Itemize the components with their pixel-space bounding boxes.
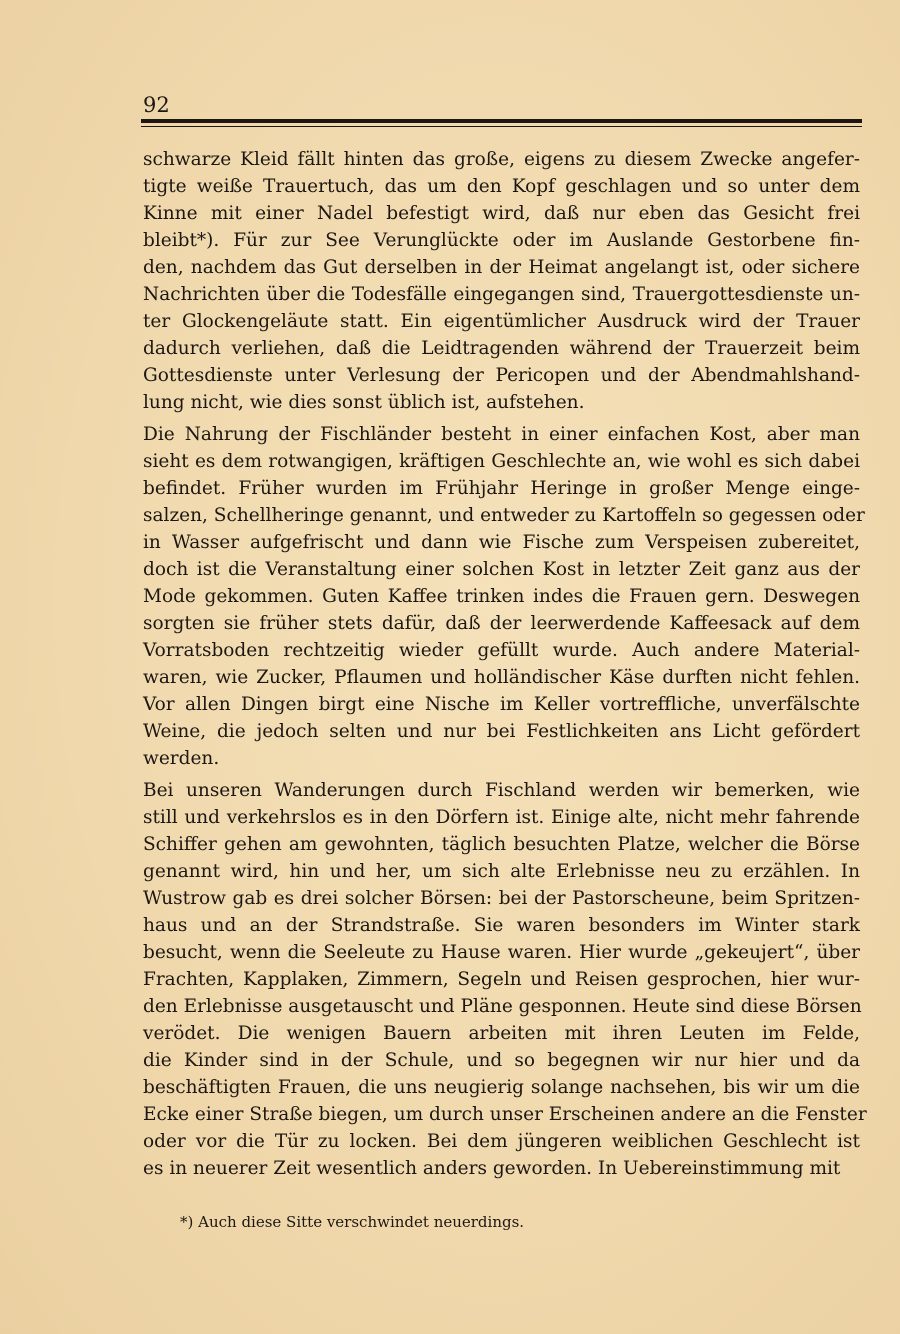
text-line: den Erlebnisse ausgetauscht und Pläne gesponnen. Heute sind diese Börsen [143,996,862,1017]
text-line: Schiffer gehen am gewohnten, täglich besuchten Platze, welcher die Börse [143,834,860,855]
text-line: befindet. Früher wurden im Frühjahr Heringe in großer Menge einge- [143,478,860,499]
text-line: Ecke einer Straße biegen, um durch unser Erscheinen andere an die Fenster [143,1104,867,1125]
page-number: 92 [143,93,170,117]
text-line: sieht es dem rotwangigen, kräftigen Geschlechte an, wie wohl es sich dabei [143,451,860,472]
paragraph [143,421,865,772]
text-line: Vorratsboden rechtzeitig wieder gefüllt wurde. Auch andere Material- [143,640,860,661]
text-line: Die Nahrung der Fischländer besteht in einer einfachen Kost, aber man [143,424,860,445]
text-line: verödet. Die wenigen Bauern arbeiten mit ihren Leuten im Felde, [143,1023,860,1044]
text-line: es in neuerer Zeit wesentlich anders geworden. In Uebereinstimmung mit [143,1158,841,1179]
text-line: beschäftigten Frauen, die uns neugierig solange nachsehen, bis wir um die [143,1077,860,1098]
text-line: den, nachdem das Gut derselben in der Heimat angelangt ist, oder sichere [143,257,860,278]
text-line: haus und an der Strandstraße. Sie waren besonders im Winter stark [143,915,860,936]
text-line: doch ist die Veranstaltung einer solchen Kost in letzter Zeit ganz aus der [143,559,860,580]
text-line: die Kinder sind in der Schule, und so begegnen wir nur hier und da [143,1050,860,1071]
footnote: *) Auch diese Sitte verschwindet neuerdings. [180,1213,525,1231]
text-line: Vor allen Dingen birgt eine Nische im Keller vortreffliche, unverfälschte [143,694,860,715]
text-line: Gottesdienste unter Verlesung der Pericopen und der Abendmahlshand- [143,365,860,386]
header-rule [141,119,862,123]
text-line: besucht, wenn die Seeleute zu Hause waren. Hier wurde „gekeujert“, über [143,942,860,963]
text-line: dadurch verliehen, daß die Leidtragenden während der Trauerzeit beim [143,338,860,359]
text-line: werden. [143,748,220,769]
text-line: Kinne mit einer Nadel befestigt wird, daß nur eben das Gesicht frei [143,203,860,224]
text-line: Bei unseren Wanderungen durch Fischland werden wir bemerken, wie [143,780,860,801]
text-line: Wustrow gab es drei solcher Börsen: bei der Pastorscheune, beim Spritzen- [143,888,860,909]
text-line: Weine, die jedoch selten und nur bei Festlichkeiten ans Licht gefördert [143,721,860,742]
text-line: genannt wird, hin und her, um sich alte Erlebnisse neu zu erzählen. In [143,861,860,882]
text-line: lung nicht, wie dies sonst üblich ist, aufstehen. [143,392,585,413]
text-line: salzen, Schellheringe genannt, und entweder zu Kartoffeln so gegessen oder [143,505,865,526]
text-line: tigte weiße Trauertuch, das um den Kopf geschlagen und so unter dem [143,176,860,197]
text-line: waren, wie Zucker, Pflaumen und holländischer Käse durften nicht fehlen. [143,667,860,688]
text-line: schwarze Kleid fällt hinten das große, eigens zu diesem Zwecke angefer- [143,149,860,170]
text-line: oder vor die Tür zu locken. Bei dem jüngeren weiblichen Geschlecht ist [143,1131,860,1152]
paragraph [143,146,860,416]
text-line: Mode gekommen. Guten Kaffee trinken indes die Frauen gern. Deswegen [143,586,860,607]
text-line: still und verkehrslos es in den Dörfern ist. Einige alte, nicht mehr fahrende [143,807,860,828]
text-line: Frachten, Kapplaken, Zimmern, Segeln und Reisen gesprochen, hier wur- [143,969,860,990]
text-line: ter Glockengeläute statt. Ein eigentümlicher Ausdruck wird der Trauer [143,311,860,332]
text-line: Nachrichten über die Todesfälle eingegangen sind, Trauergottesdienste un- [143,284,860,305]
paragraph [143,777,867,1182]
text-line: in Wasser aufgefrischt und dann wie Fische zum Verspeisen zubereitet, [143,532,860,553]
text-line: bleibt*). Für zur See Verunglückte oder im Auslande Gestorbene fin- [143,230,860,251]
body-text [143,146,867,1182]
header-rule-thin [141,126,862,127]
text-line: sorgten sie früher stets dafür, daß der leerwerdende Kaffeesack auf dem [143,613,860,634]
